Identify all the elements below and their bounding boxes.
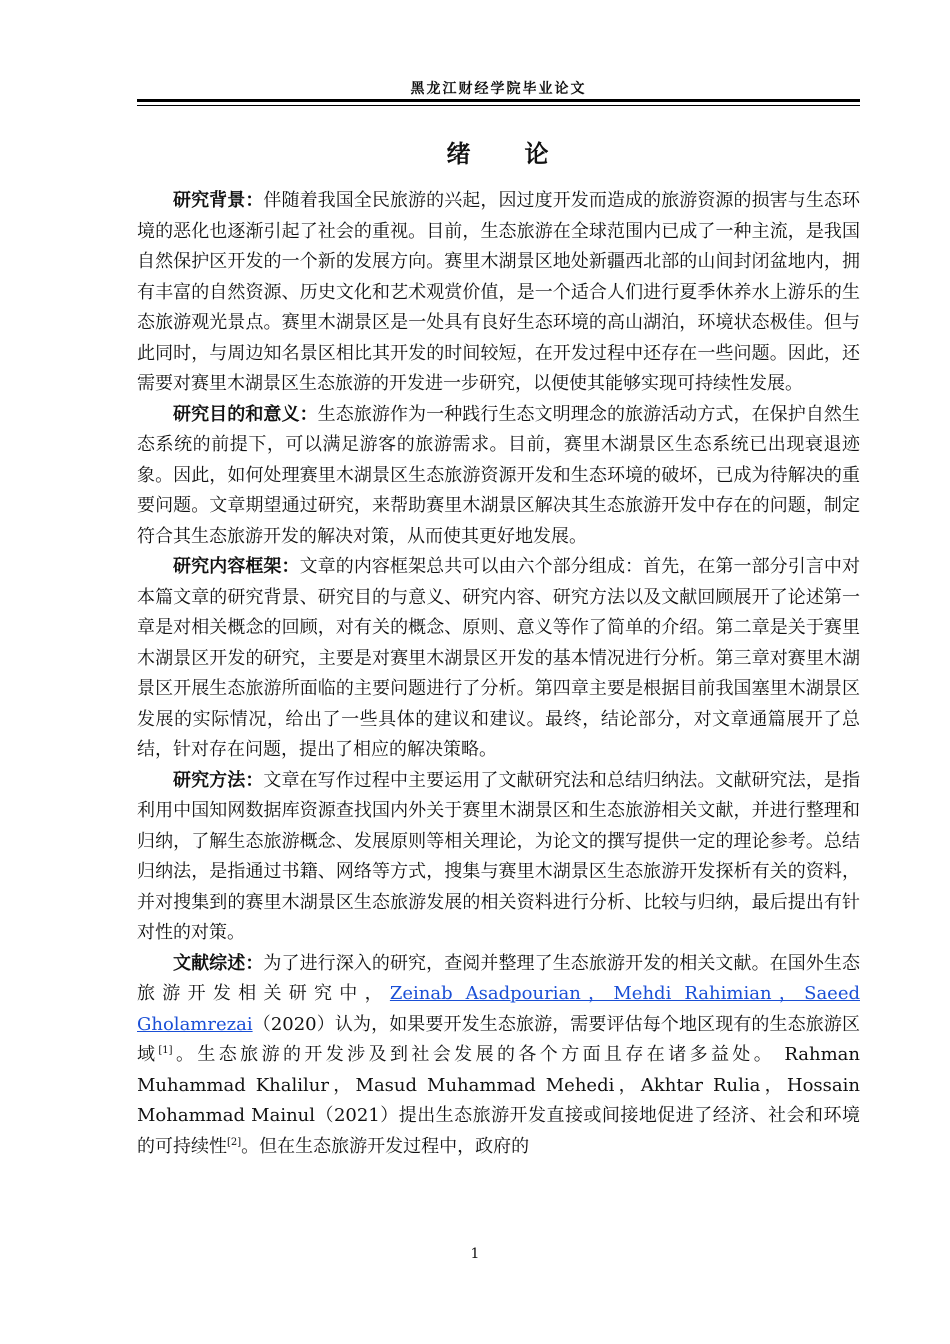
citation-1: [1] [158, 1045, 173, 1056]
author-link[interactable]: Zeinab Asadpourian，Mehdi Rahimian，Saeed Gholamrezai [137, 983, 860, 1035]
paragraph-body: 。生态旅游的开发涉及到社会发展的各个方面且存在诸多益处。 Rahman Muhammad Khalilur，Masud Muhammad Mehedi，Akhtar Rulia，Hossain Mohammad Mainul（2021）提出生态旅游开发直接或间接地促进了经济、社会和环境的可持续性 [137, 1044, 861, 1157]
paragraph-body: 文章在写作过程中主要运用了文献研究法和总结归纳法。文献研究法，是指利用中国知网数据库资源查找国内外关于赛里木湖景区和生态旅游相关文献，并进行整理和归纳，了解生态旅游概念、发展原则等相关理论，为论文的撰写提供一定的理论参考。总结归纳法，是指通过书籍、网络等方式，搜集与赛里木湖景区生态旅游开发探析有关的资料，并对搜集到的赛里木湖景区生态旅游发展的相关资料进行分析、比较与归纳，最后提出有针对性的对策。 [137, 769, 860, 943]
paragraph-lead: 研究背景： [173, 190, 264, 211]
paragraph-body: 生态旅游作为一种践行生态文明理念的旅游活动方式，在保护自然生态系统的前提下，可以满足游客的旅游需求。目前，赛里木湖景区生态系统已出现衰退迹象。因此，如何处理赛里木湖景区生态旅游资源开发和生态环境的破坏，已成为待解决的重要问题。文章期望通过研究，来帮助赛里木湖景区解决其生态旅游开发中存在的问题，制定符合其生态旅游开发的解决对策，从而使其更好地发展。 [137, 403, 861, 547]
header-rule-thin [137, 105, 860, 106]
paragraph-purpose [137, 400, 860, 553]
paragraph-lead: 研究内容框架： [173, 556, 300, 577]
chapter-title: 绪 论 [446, 139, 551, 168]
paragraph-body: 。但在生态旅游开发过程中，政府的 [241, 1135, 530, 1157]
paragraph-lead: 文献综述： [173, 952, 264, 974]
paragraph-body: 伴随着我国全民旅游的兴起，因过度开发而造成的旅游资源的损害与生态环境的恶化也逐渐引起了社会的重视。目前，生态旅游在全球范围内已成了一种主流，是我国自然保护区开发的一个新的发展方向。赛里木湖景区地处新疆西北部的山间封闭盆地内，拥有丰富的自然资源、历史文化和艺术观赏价值，是一个适合人们进行夏季休养水上游乐的生态旅游观光景点。赛里木湖景区是一处具有良好生态环境的高山湖泊，环境状态极佳。但与此同时，与周边知名景区相比其开发的时间较短，在开发过程中还存在一些问题。因此，还需要对赛里木湖景区生态旅游的开发进一步研究，以便使其能够实现可持续性发展。 [137, 190, 860, 394]
paragraph-methods [137, 766, 860, 949]
running-header: 黑龙江财经学院毕业论文 [410, 81, 587, 97]
paragraph-framework [137, 552, 860, 766]
paragraph-lead: 研究目的和意义： [173, 403, 318, 425]
paragraph-literature [137, 949, 860, 1163]
header-rule-thick [137, 99, 860, 102]
citation-2: [2] [227, 1136, 242, 1148]
paragraph-body: （2020）认为，如果要开发生态旅游，需要评估每个地区现有的生态旅游区域 [137, 1013, 860, 1065]
paragraph-background [137, 186, 860, 400]
page-number: 1 [470, 1246, 480, 1262]
paragraph-lead: 研究方法： [173, 769, 264, 791]
paragraph-body: 为了进行深入的研究，查阅并整理了生态旅游开发的相关文献。在国外生态旅游开发相关研究中， [137, 952, 860, 1004]
paragraph-body: 文章的内容框架总共可以由六个部分组成：首先，在第一部分引言中对本篇文章的研究背景、研究目的与意义、研究内容、研究方法以及文献回顾展开了论述第一章是对相关概念的回顾，对有关的概念、原则、意义等作了简单的介绍。第二章是关于赛里木湖景区开发的研究，主要是对赛里木湖景区开发的基本情况进行分析。第三章对赛里木湖景区开展生态旅游所面临的主要问题进行了分析。第四章主要是根据目前我国塞里木湖景区发展的实际情况，给出了一些具体的建议和建议。最终，结论部分，对文章通篇展开了总结，针对存在问题，提出了相应的解决策略。 [137, 556, 861, 760]
body-text [137, 186, 860, 1162]
